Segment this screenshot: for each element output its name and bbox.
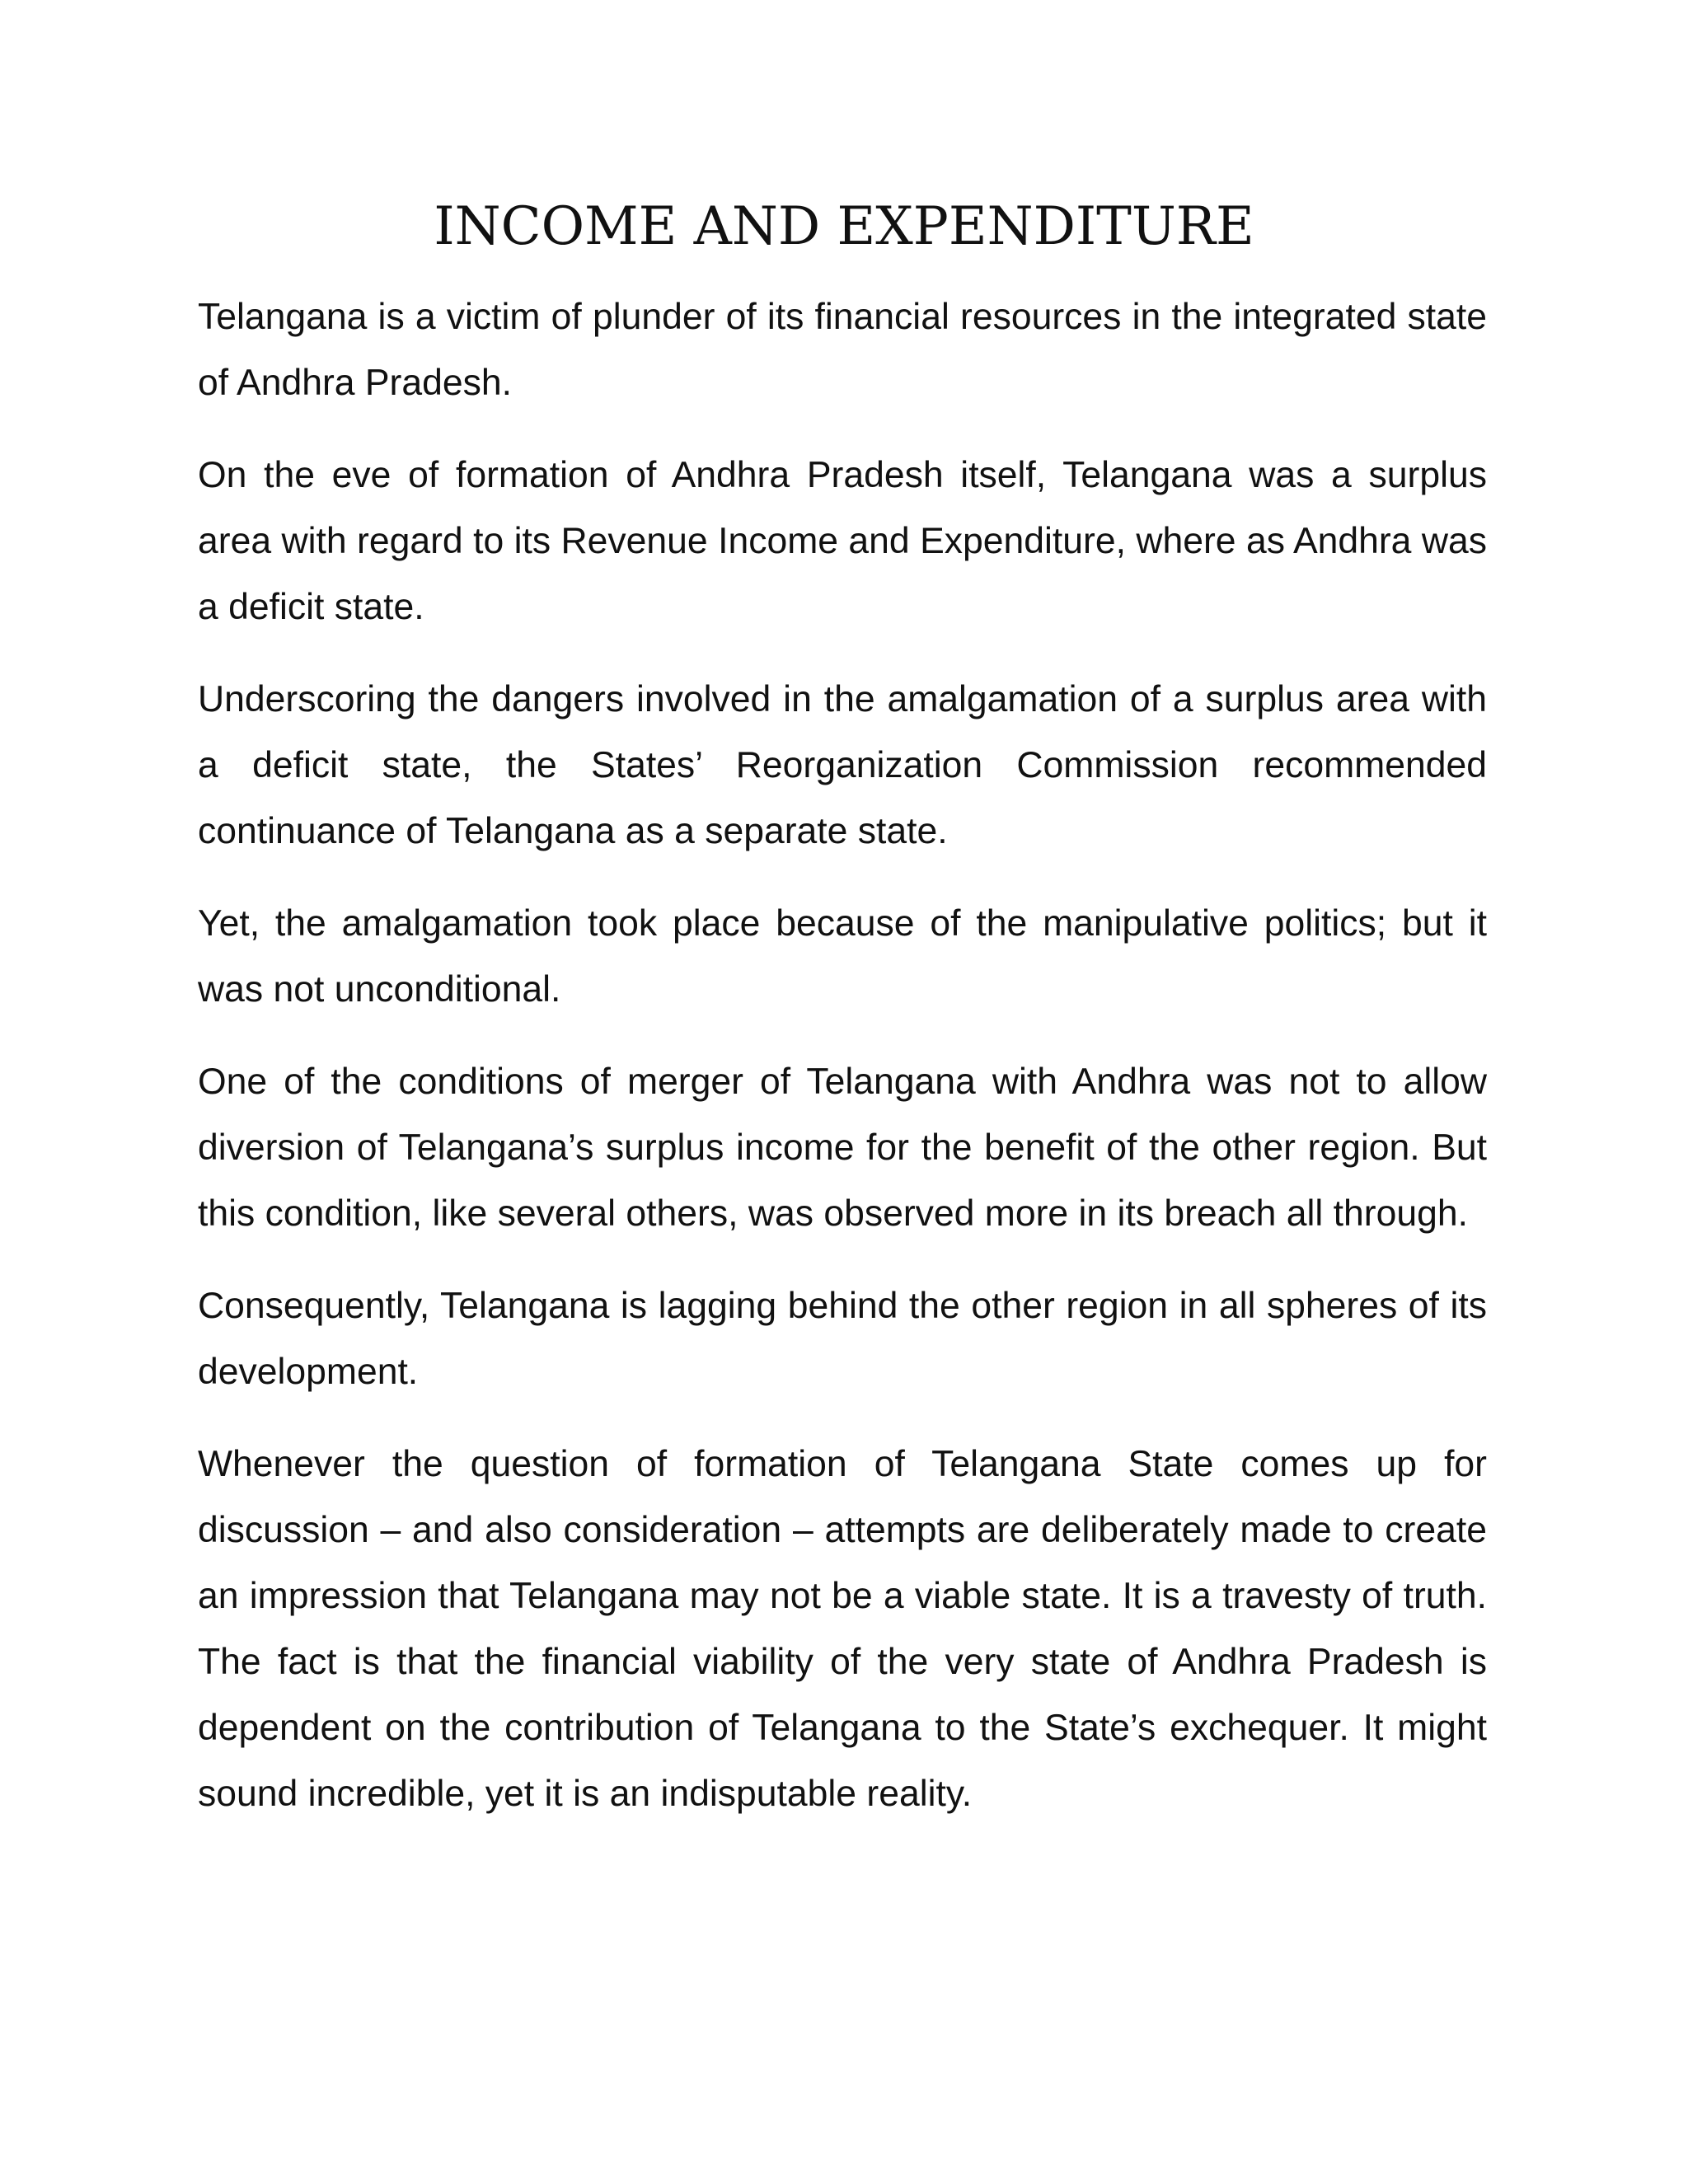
paragraph-6: Consequently, Telangana is lagging behind the other region in all spheres of its development. <box>198 1286 1487 1392</box>
page-title: INCOME AND EXPENDITURE <box>434 196 1254 257</box>
paragraph-5: One of the conditions of merger of Telangana with Andhra was not to allow diversion of Telangana’s surplus income for the benefit of the other region. But this condition, like several others, was observed more in its breach all through. <box>198 1062 1487 1234</box>
paragraph-2: On the eve of formation of Andhra Pradesh itself, Telangana was a surplus area with regard to its Revenue Income and Expenditure, where as Andhra was a deficit state. <box>198 455 1487 627</box>
paragraph-3: Underscoring the dangers involved in the amalgamation of a surplus area with a deficit state, the States’ Reorganization Commission recommended continuance of Telangana as a separate state. <box>198 679 1487 851</box>
paragraph-1: Telangana is a victim of plunder of its financial resources in the integrated state of Andhra Pradesh. <box>198 297 1487 403</box>
paragraph-4: Yet, the amalgamation took place because of the manipulative politics; but it was not unconditional. <box>198 903 1487 1010</box>
paragraph-7: Whenever the question of formation of Telangana State comes up for discussion – and also consideration – attempts are deliberately made to create an impression that Telangana may not be a viable state. It is a travesty of truth. The fact is that the financial viability of the very state of Andhra Pradesh is dependent on the contribution of Telangana to the State’s exchequer. It might sound incredible, yet it is an indisputable reality. <box>198 1444 1487 1814</box>
document-body <box>198 284 1487 1854</box>
